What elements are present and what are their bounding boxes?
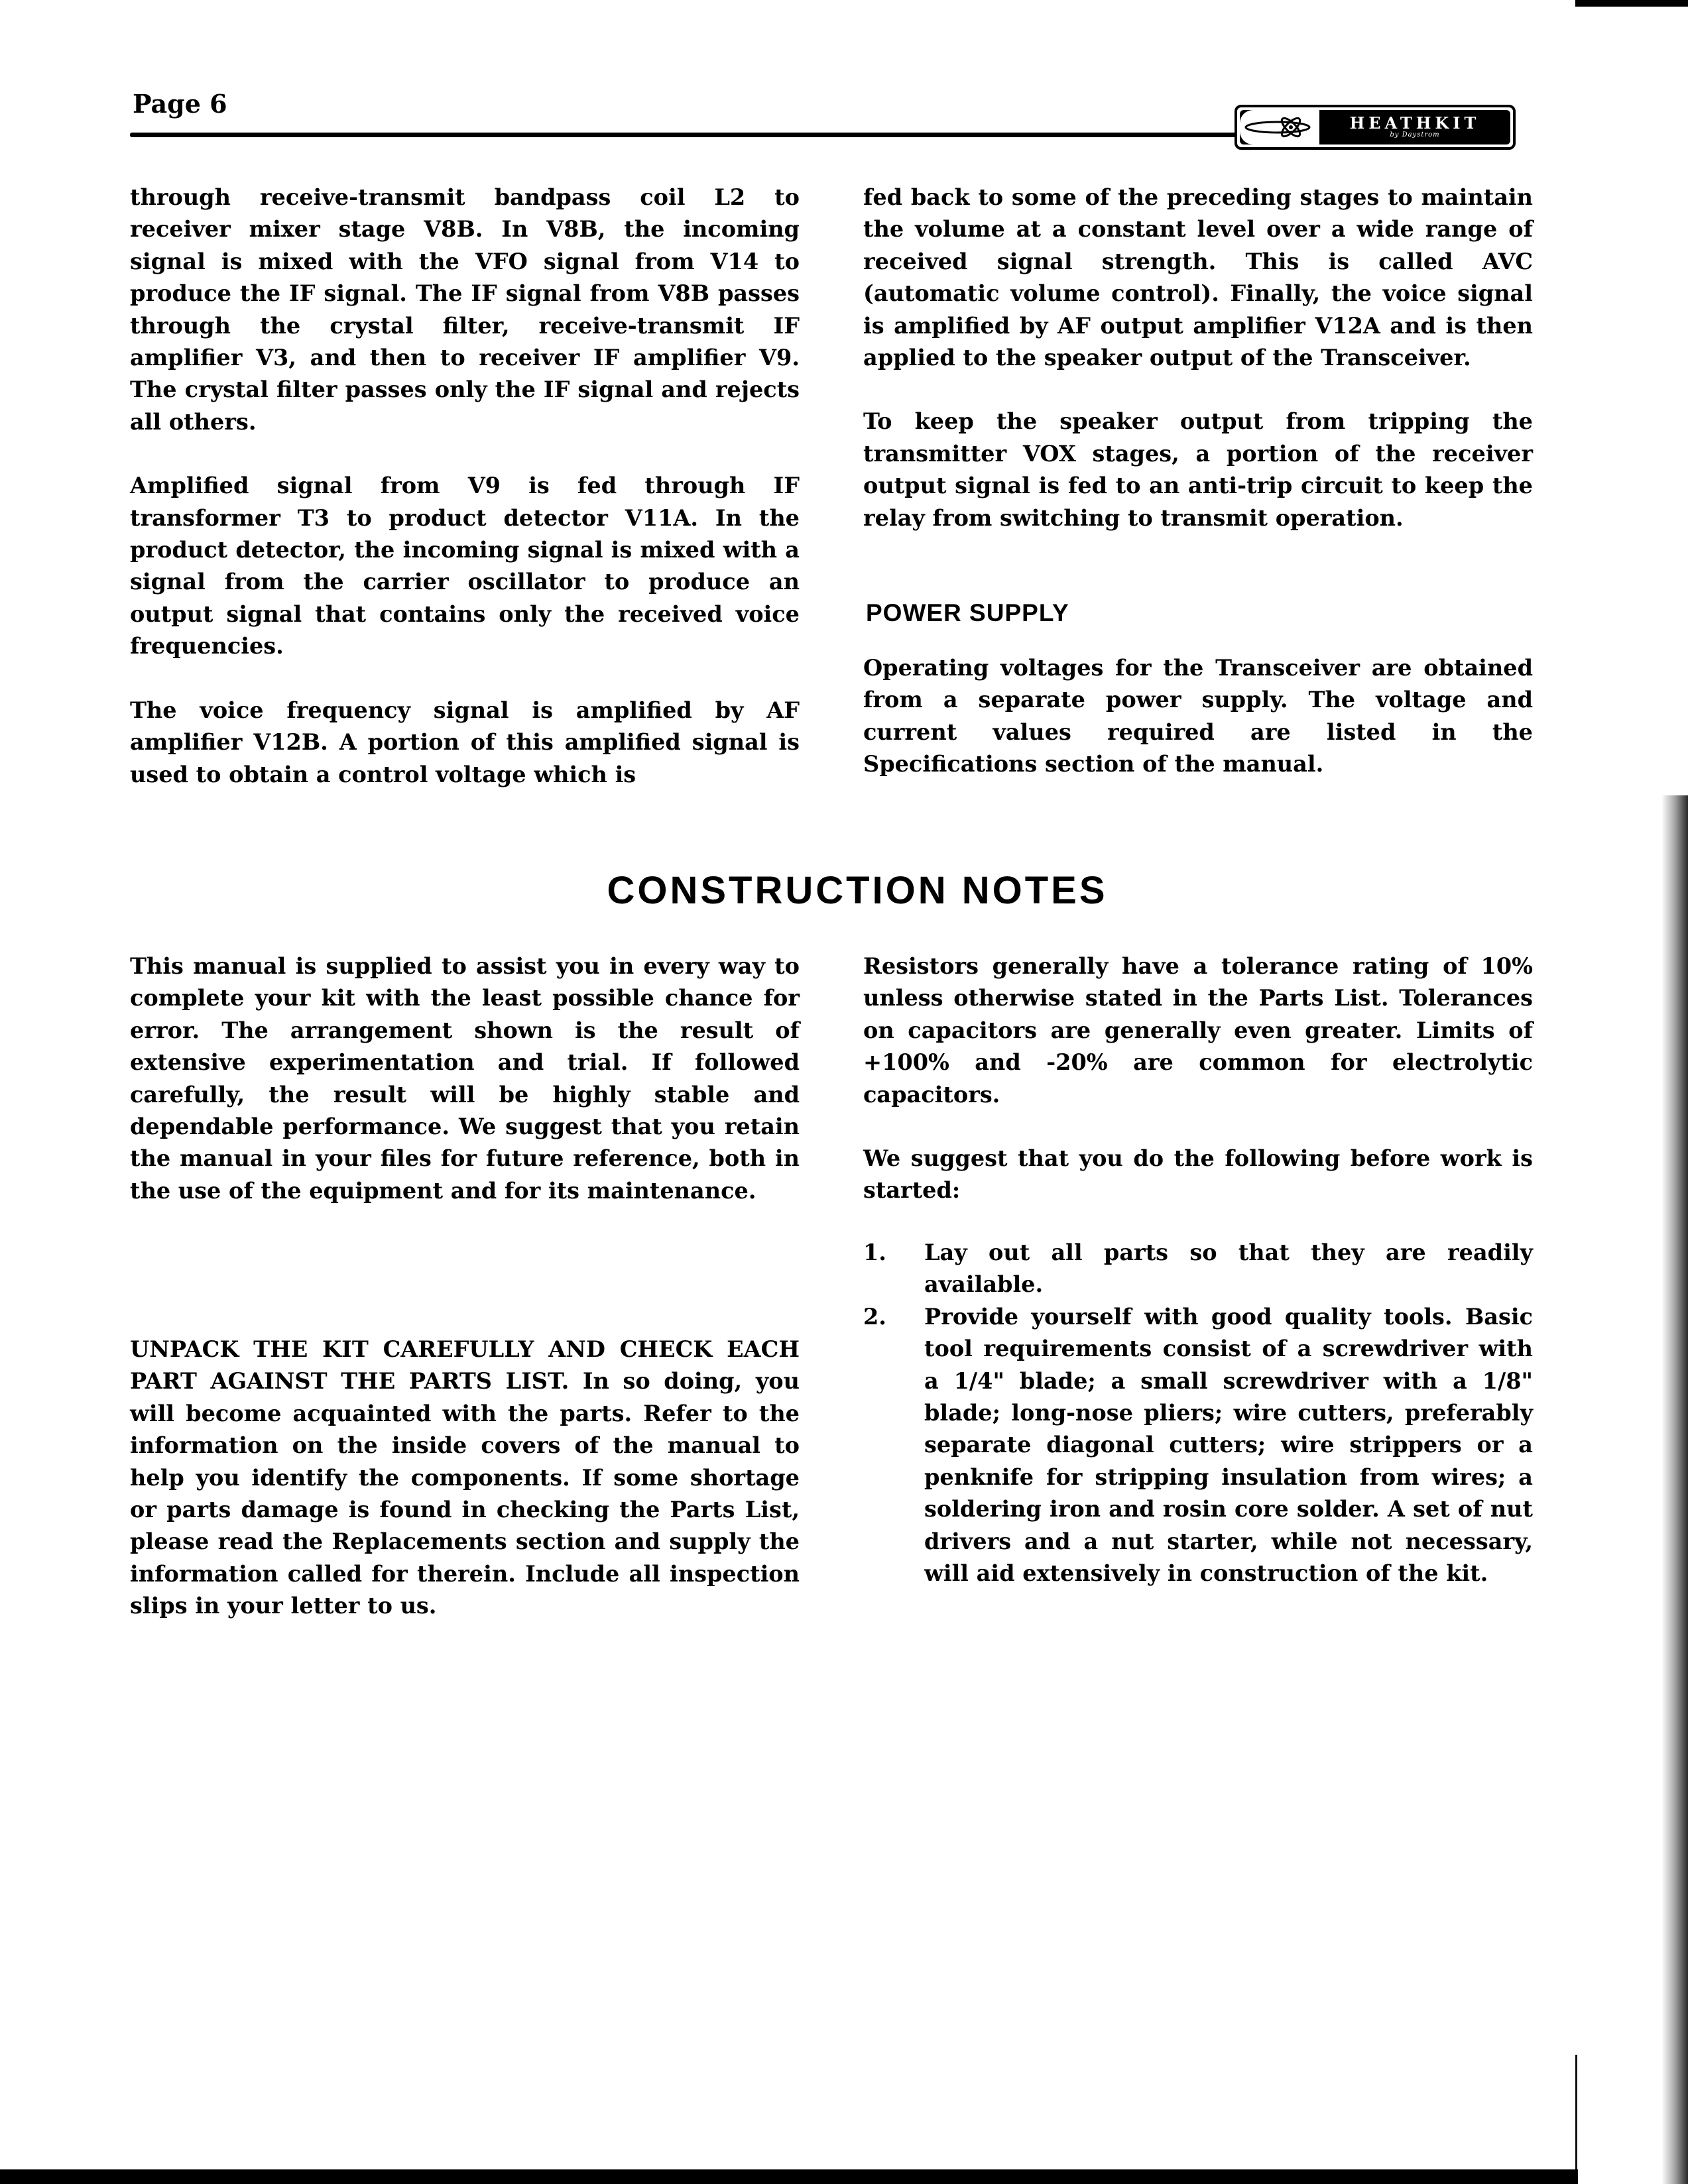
construction-left-paragraph-2 <box>130 1334 800 1623</box>
paragraph: Operating voltages for the Transceiver are obtained from a separate power supply. The voltage and current values required are listed in the Specifications section of the manual. <box>863 655 1533 777</box>
power-supply-text <box>863 652 1533 781</box>
list-item-number: 1. <box>863 1239 886 1265</box>
paragraph: Amplified signal from V9 is fed through IF transformer T3 to product detector V11A. In the product detector, the incoming signal is mixed with a signal from the carrier oscillator to produce an output signal that contains only the received voice frequencies. <box>130 473 800 660</box>
construction-left-paragraph-1 <box>130 950 800 1207</box>
paragraph: through receive-transmit bandpass coil L2 to receiver mixer stage V8B. In V8B, the incoming signal is mixed with the VFO signal from V14 to produce the IF signal. The IF signal from V8B passes through the crystal filter, receive-transmit IF amplifier V3, and then to receiver IF amplifier V9. The crystal filter passes only the IF signal and rejects all others. <box>130 184 800 435</box>
scan-edge-line <box>1575 2055 1577 2174</box>
paragraph: UNPACK THE KIT CAREFULLY AND CHECK EACH PART AGAINST THE PARTS LIST. In so doing, you will become acquainted with the parts. Refer to the information on the inside covers of the manual to help you identify the components. If some shortage or parts damage is found in checking the Parts List, please read the Replacements section and supply the information called for therein. Include all inspection slips in your letter to us. <box>130 1336 800 1619</box>
list-item-number: 2. <box>863 1303 886 1330</box>
page-number: Page 6 <box>133 89 227 119</box>
scan-edge-top <box>1575 0 1688 7</box>
paragraph: The voice frequency signal is amplified by AF amplifier V12B. A portion of this amplified signal is used to obtain a control voltage which is <box>130 697 800 787</box>
atom-icon <box>1240 110 1319 144</box>
scan-edge-bottom <box>0 2169 1578 2184</box>
scan-edge-right <box>1661 795 1688 2184</box>
logo-brand: HEATHKIT <box>1349 113 1480 133</box>
upper-left-column <box>130 182 800 791</box>
list-item-text: Lay out all parts so that they are readily available. <box>924 1239 1533 1298</box>
paragraph: Resistors generally have a tolerance rating of 10% unless otherwise stated in the Parts List. Tolerances on capacitors are generally even greater. Limits of +100% and -20% are common for electrolytic capacitors. <box>863 953 1533 1108</box>
construction-notes-heading: CONSTRUCTION NOTES <box>607 869 1108 912</box>
logo-text <box>1319 115 1510 139</box>
logo-subtitle: by Daystrom <box>1390 131 1440 139</box>
logo-badge <box>1240 110 1510 144</box>
paragraph: We suggest that you do the following before work is started: <box>863 1145 1533 1204</box>
construction-right-column <box>863 950 1533 1207</box>
upper-right-column <box>863 182 1533 534</box>
heathkit-logo <box>1235 105 1516 150</box>
preparation-steps-list <box>863 1237 1533 1589</box>
list-item <box>863 1237 1533 1301</box>
paragraph: fed back to some of the preceding stages to maintain the volume at a constant level over a wide range of received signal strength. This is called AVC (automatic volume control). Finally, the voice signal is amplified by AF output amplifier V12A and is then applied to the speaker output of the Transceiver. <box>863 184 1533 371</box>
paragraph: This manual is supplied to assist you in every way to complete your kit with the least possible chance for error. The arrangement shown is the result of extensive experimentation and trial. If followed carefully, the result will be highly stable and dependable performance. We suggest that you retain the manual in your files for future reference, both in the use of the equipment and for its maintenance. <box>130 953 800 1204</box>
paragraph: To keep the speaker output from tripping the transmitter VOX stages, a portion of the receiver output signal is fed to an anti-trip circuit to keep the relay from switching to transmit operation. <box>863 408 1533 531</box>
power-supply-heading: POWER SUPPLY <box>866 599 1069 626</box>
list-item <box>863 1301 1533 1590</box>
list-item-text: Provide yourself with good quality tools. Basic tool requirements consist of a screwdriver with a 1/4" blade; a small screwdriver with a 1/8" blade; long-nose pliers; wire cutters, preferably separate diagonal cutters; wire strippers or a penknife for stripping insulation from wires; a soldering iron and rosin core solder. A set of nut drivers and a nut starter, while not necessary, will aid extensively in construction of the kit. <box>924 1303 1533 1587</box>
